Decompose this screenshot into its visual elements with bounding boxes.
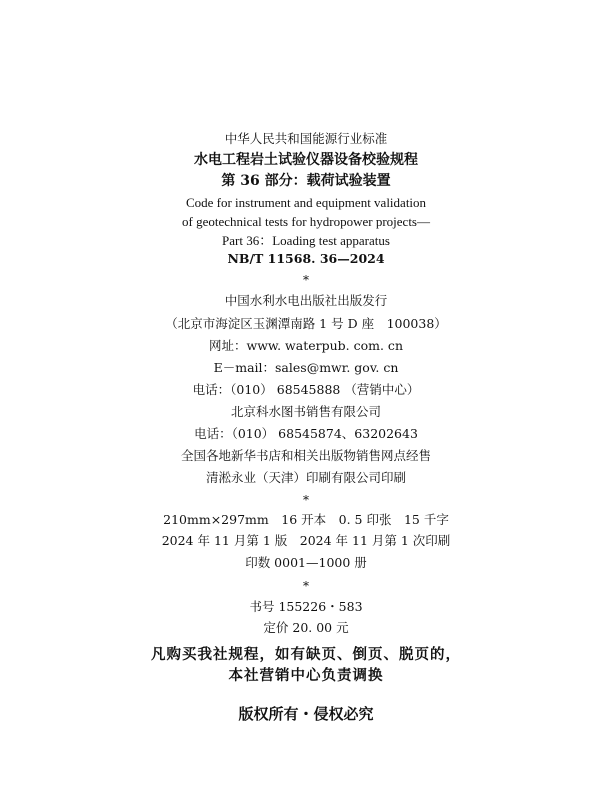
publisher-email: E－mail：sales@mwr. gov. cn <box>213 360 399 375</box>
standard-title-cn: 水电工程岩土试验仪器设备校验规程 <box>194 152 418 168</box>
standard-part-cn: 第 36 部分：载荷试验装置 <box>221 173 391 189</box>
standard-title-en-2: of geotechnical tests for hydropower projects— <box>181 214 430 229</box>
return-notice-line-2: 本社营销中心负责调换 <box>228 667 384 684</box>
standard-title-en-3: Part 36：Loading test apparatus <box>222 233 390 248</box>
copyright-notice: 版权所有・侵权必究 <box>238 705 374 723</box>
standard-number: NB/T 11568. 36—2024 <box>227 251 385 266</box>
publisher-name: 中国水利水电出版社出版发行 <box>224 293 388 308</box>
print-run: 印数 0001—1000 册 <box>245 555 367 570</box>
return-notice-line-1: 凡购买我社规程，如有缺页、倒页、脱页的， <box>151 646 461 663</box>
standard-category: 中华人民共和国能源行业标准 <box>224 131 388 146</box>
distributor-name: 北京科水图书销售有限公司 <box>230 404 381 419</box>
edition-info: 2024 年 11 月第 1 版 2024 年 11 月第 1 次印刷 <box>161 533 451 548</box>
publisher-phone: 电话：（010） 68545888 （营销中心） <box>192 382 420 397</box>
separator-star: * <box>303 493 309 507</box>
publisher-website: 网址：www. waterpub. com. cn <box>209 338 403 353</box>
separator-star: * <box>303 273 309 287</box>
standard-title-en-1: Code for instrument and equipment validation <box>185 195 427 210</box>
book-format: 210mm×297mm 16 开本 0. 5 印张 15 千字 <box>163 512 449 527</box>
separator-star: * <box>303 579 309 593</box>
book-number: 书号 155226・583 <box>249 599 363 614</box>
distributor-channels: 全国各地新华书店和相关出版物销售网点经售 <box>180 448 431 463</box>
distributor-phone: 电话：（010） 68545874、63202643 <box>194 426 418 441</box>
publisher-address: （北京市海淀区玉渊潭南路 1 号 D 座 100038） <box>165 316 447 331</box>
price: 定价 20. 00 元 <box>263 620 349 635</box>
printer: 清淞永业（天津）印刷有限公司印刷 <box>205 470 406 485</box>
